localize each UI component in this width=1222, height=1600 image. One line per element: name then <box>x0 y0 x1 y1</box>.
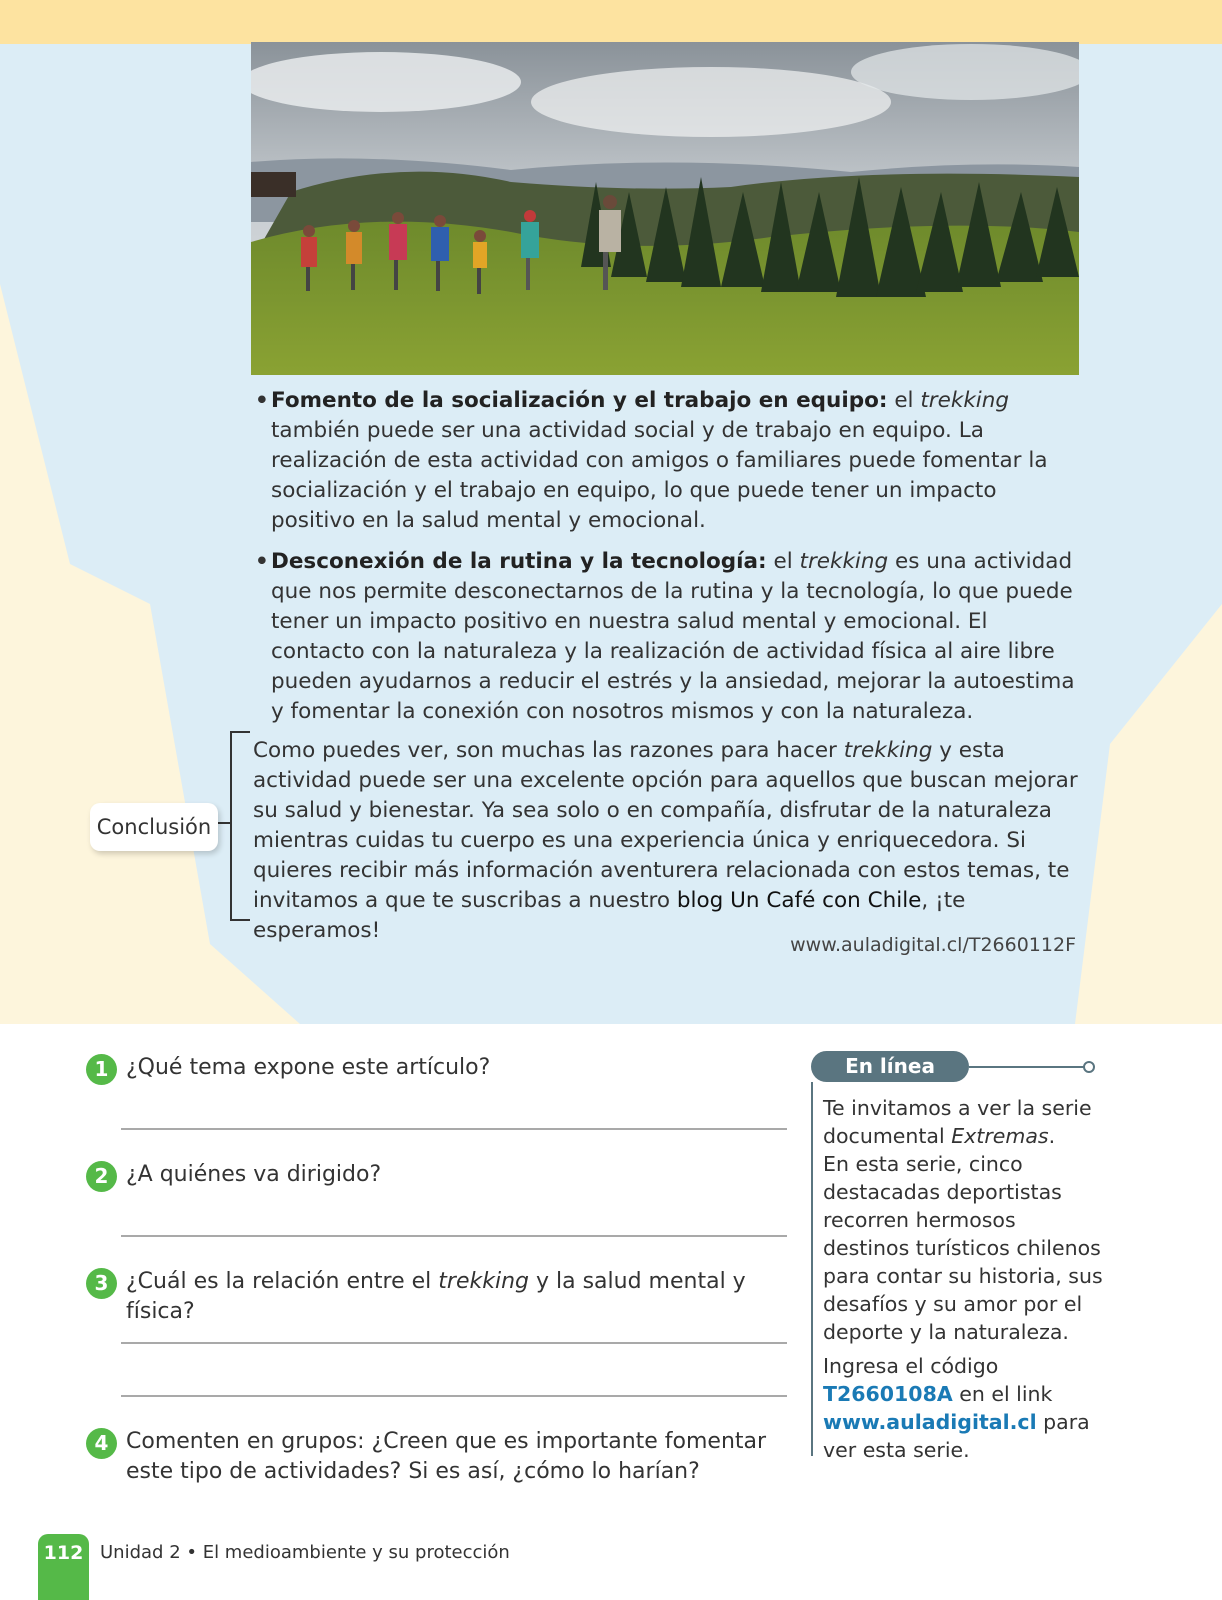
online-tab: En línea <box>811 1051 969 1082</box>
footer-unit: Unidad 2 • El medioambiente y su protección <box>100 1542 510 1563</box>
bullet-text: también puede ser una actividad social y de trabajo en equipo. La realización de esta actividad con amigos o familiares puede fomentar la socialización y el trabajo en equipo, lo que puede tener un impacto positivo en la salud mental y emocional. <box>271 418 1048 533</box>
hikers-image <box>251 42 1079 375</box>
question-number-badge: 3 <box>86 1268 117 1299</box>
question-text: Comenten en grupos: ¿Creen que es importante fomentar este tipo de actividades? Si es así, ¿cómo lo harían? <box>126 1429 767 1484</box>
online-paragraph <box>823 1094 1103 1346</box>
question-text: ¿A quiénes va dirigido? <box>126 1162 382 1187</box>
question-number-badge: 1 <box>86 1054 117 1085</box>
bullet-italic: trekking <box>799 549 889 574</box>
conclusion-bracket <box>230 731 250 921</box>
answer-line[interactable] <box>121 1342 787 1344</box>
question-3 <box>86 1267 806 1327</box>
series-title: Extremas <box>951 1124 1049 1148</box>
page-number: 112 <box>38 1534 89 1600</box>
bullet-italic: trekking <box>920 388 1010 413</box>
bullet-text: el <box>766 549 800 574</box>
bullet-text: el <box>887 388 921 413</box>
question-text-part: ¿Cuál es la relación entre el <box>126 1269 439 1294</box>
conclusion-text: , ¡te esperamos! <box>253 888 966 943</box>
online-link[interactable]: www.auladigital.cl <box>823 1410 1037 1434</box>
online-text: Te invitamos a ver la serie documental <box>823 1096 1092 1148</box>
bullet-dot: • <box>255 388 269 413</box>
question-text: ¿Qué tema expone este artículo? <box>126 1055 491 1080</box>
answer-line[interactable] <box>121 1128 787 1130</box>
bullet-dot: • <box>255 549 269 574</box>
question-2 <box>86 1160 806 1190</box>
conclusion-italic: trekking <box>843 738 933 763</box>
online-paragraph <box>823 1352 1103 1464</box>
hikers-photo <box>251 42 1079 375</box>
online-text: para ver esta serie. <box>823 1410 1090 1462</box>
online-connector-end <box>1083 1061 1095 1073</box>
question-text <box>126 1267 806 1327</box>
online-side-rule <box>811 1082 813 1456</box>
answer-line[interactable] <box>121 1235 787 1237</box>
article-url[interactable]: www.auladigital.cl/T2660112F <box>790 934 1076 956</box>
bullet-text: es una actividad que nos permite desconectarnos de la rutina y la tecnología, lo que puede tener un impacto positivo en nuestra salud mental y emocional. El contacto con la naturaleza y la realización de actividad física al aire libre pueden ayudarnos a reducir el estrés y la ansiedad, mejorar la autoestima y fomentar la conexión con nosotros mismos y con la naturaleza. <box>271 549 1075 724</box>
question-number-badge: 4 <box>86 1428 117 1459</box>
question-italic: trekking <box>438 1269 529 1294</box>
answer-line[interactable] <box>121 1395 787 1397</box>
bullet-title: Fomento de la socialización y el trabajo en equipo: <box>271 388 888 413</box>
access-code: T2660108A <box>823 1382 953 1406</box>
online-text: en el link <box>952 1382 1053 1406</box>
online-box <box>823 1094 1103 1470</box>
top-band <box>0 0 1222 44</box>
conclusion-text: Como puedes ver, son muchas las razones para hacer <box>253 738 844 763</box>
conclusion-bracket-tick <box>218 822 231 824</box>
conclusion-text: y esta actividad puede ser una excelente opción para aquellos que buscan mejorar su salud y bienestar. Ya sea solo o en compañía, disfrutar de la naturaleza mientras cuidas tu cuerpo es una experiencia única y enriquecedora. Si quieres recibir más información aventurera relacionada con estos temas, te invitamos a que te suscribas a nuestro <box>253 738 1078 913</box>
online-text: . <box>1048 1124 1056 1148</box>
question-text-part: y la salud mental y física? <box>126 1269 746 1324</box>
conclusion-paragraph <box>253 736 1093 946</box>
conclusion-label: Conclusión <box>90 803 218 851</box>
online-text: Ingresa el código <box>823 1354 999 1378</box>
bullet-disconnection <box>253 547 1083 727</box>
bullet-title: Desconexión de la rutina y la tecnología: <box>271 549 767 574</box>
article-body <box>253 386 1083 738</box>
question-number-badge: 2 <box>86 1161 117 1192</box>
online-connector-line <box>969 1066 1086 1068</box>
bullet-socialization <box>253 386 1083 536</box>
question-1 <box>86 1053 806 1083</box>
blog-name: blog Un Café con Chile <box>676 888 922 913</box>
online-text: En esta serie, cinco destacadas deportistas recorren hermosos destinos turísticos chilenos para contar su historia, sus desafíos y su amor por el deporte y la naturaleza. <box>823 1152 1103 1344</box>
question-4 <box>86 1427 806 1487</box>
